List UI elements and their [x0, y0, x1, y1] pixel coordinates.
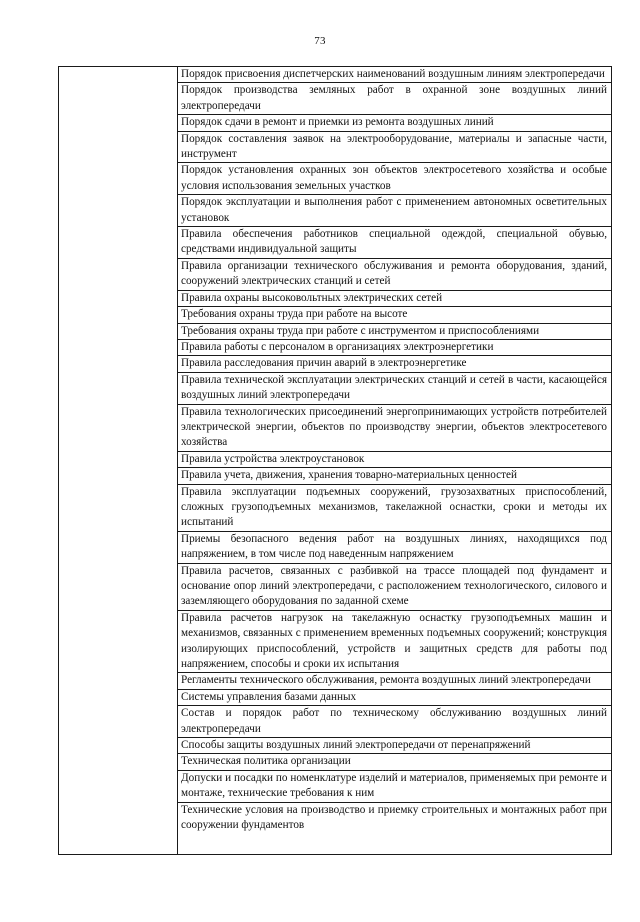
list-item: Состав и порядок работ по техническому обслуживанию воздушных линий электропередачи [178, 706, 611, 738]
list-item: Порядок составления заявок на электрооборудование, материалы и запасные части, инструмент [178, 132, 611, 164]
page-number: 73 [314, 35, 326, 47]
list-item: Правила устройства электроустановок [178, 452, 611, 468]
list-item: Системы управления базами данных [178, 690, 611, 706]
empty-left-cell [59, 67, 178, 855]
list-item: Приемы безопасного ведения работ на воздушных линиях, находящихся под напряжением, в том числе под наведенным напряжением [178, 532, 611, 564]
requirements-table [58, 66, 612, 855]
list-item: Правила эксплуатации подъемных сооружений, грузозахватных приспособлений, сложных грузоподъемных механизмов, такелажной оснастки, сроки и методы их испытаний [178, 485, 611, 532]
knowledge-list-cell [178, 67, 612, 855]
list-item: Правила технологических присоединений энергопринимающих устройств потребителей электрической энергии, объектов по производству энергии, объектов электросетевого хозяйства [178, 405, 611, 452]
list-item: Требования охраны труда при работе на высоте [178, 307, 611, 323]
list-item: Правила работы с персоналом в организациях электроэнергетики [178, 340, 611, 356]
list-item: Правила организации технического обслуживания и ремонта оборудования, зданий, сооружений электрических станций и сетей [178, 259, 611, 291]
list-item: Порядок эксплуатации и выполнения работ с применением автономных осветительных установок [178, 195, 611, 227]
list-item: Порядок присвоения диспетчерских наименований воздушным линиям электропередачи [178, 67, 611, 83]
list-item: Правила технической эксплуатации электрических станций и сетей в части, касающейся воздушных линий электропередачи [178, 373, 611, 405]
list-item: Порядок сдачи в ремонт и приемки из ремонта воздушных линий [178, 115, 611, 131]
list-item: Технические условия на производство и приемку строительных и монтажных работ при сооружении фундаментов [181, 803, 607, 832]
list-item: Правила обеспечения работников специальной одеждой, специальной обувью, средствами индивидуальной защиты [178, 227, 611, 259]
list-item: Порядок установления охранных зон объектов электросетевого хозяйства и особые условия использования земельных участков [178, 163, 611, 195]
list-item: Требования охраны труда при работе с инструментом и приспособлениями [178, 324, 611, 340]
knowledge-list [178, 67, 611, 834]
list-item: Допуски и посадки по номенклатуре изделий и материалов, применяемых при ремонте и монтаже, технические требования к ним [178, 771, 611, 803]
list-item: Способы защиты воздушных линий электропередачи от перенапряжений [178, 738, 611, 754]
list-item: Правила охраны высоковольтных электрических сетей [178, 291, 611, 307]
list-item: Правила расследования причин аварий в электроэнергетике [178, 356, 611, 372]
list-item: Правила расчетов нагрузок на такелажную оснастку грузоподъемных машин и механизмов, связанных с применением временных подъемных сооружений; конструкция изолирующих приспособлений, устройств и защитных средств для работы под напряжением, способы и сроки их испытания [178, 611, 611, 674]
list-item: Правила расчетов, связанных с разбивкой на трассе площадей под фундамент и основание опор линий электропередачи, с расположением технологического, силового и заземляющего оборудования по заданной схеме [178, 564, 611, 611]
list-item: Порядок производства земляных работ в охранной зоне воздушных линий электропередачи [178, 83, 611, 115]
list-item: Техническая политика организации [178, 754, 611, 770]
table-row [59, 67, 612, 855]
list-item: Правила учета, движения, хранения товарно-материальных ценностей [178, 468, 611, 484]
list-item: Регламенты технического обслуживания, ремонта воздушных линий электропередачи [178, 673, 611, 689]
